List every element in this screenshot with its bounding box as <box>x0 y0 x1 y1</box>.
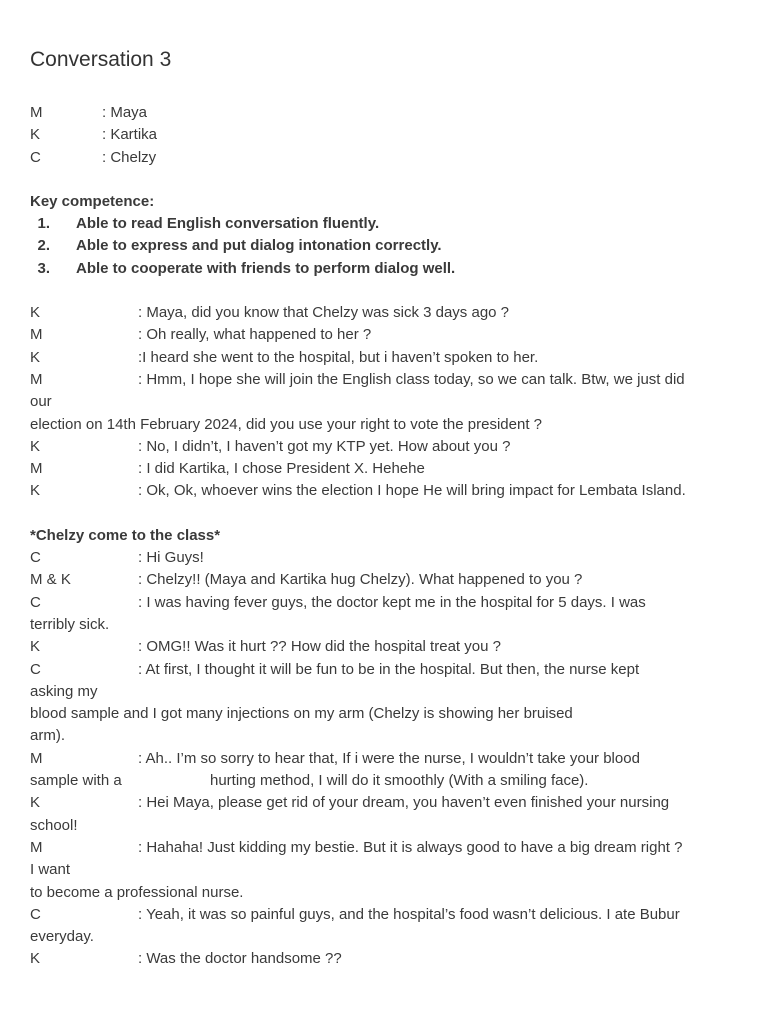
speaker: K <box>30 950 41 968</box>
dialog-line: K : Hei Maya, please get rid of your dream, you haven’t even finished your nursing <box>30 792 738 814</box>
speaker: M <box>30 326 43 344</box>
dialog-line: C : Yeah, it was so painful guys, and the hospital’s food wasn’t delicious. I ate Bubur <box>30 904 738 926</box>
dialog-wrap: I want <box>30 861 71 879</box>
dialog-part-1 <box>30 302 738 503</box>
dialog-line: K : Maya, did you know that Chelzy was sick 3 days ago ? <box>30 302 738 324</box>
key-competence-item: 3. Able to cooperate with friends to perform dialog well. <box>37 259 456 277</box>
page-title: Conversation 3 <box>30 48 172 71</box>
cast-name: : Chelzy <box>102 148 157 166</box>
cast-list <box>30 102 738 169</box>
dialog-indent: blood sample and I got many injections on my arm (Chelzy is showing her bruised <box>30 705 573 723</box>
speaker: K <box>30 348 41 366</box>
dialog-line: K : No, I didn’t, I haven’t got my KTP yet. How about you ? <box>30 436 738 458</box>
scene-direction: *Chelzy come to the class* <box>30 526 221 544</box>
speaker: M & K <box>30 571 71 589</box>
speaker: M <box>30 370 43 388</box>
dialog-line: M : Hmm, I hope she will join the English class today, so we can talk. Btw, we just did <box>30 369 738 391</box>
cast-code: M <box>30 104 43 121</box>
cast-name: : Kartika <box>102 126 158 144</box>
speaker: K <box>30 794 41 812</box>
cast-code: C <box>30 148 41 166</box>
speaker: M <box>30 749 43 767</box>
dialog-indent: election on 14th February 2024, did you use your right to vote the president ? <box>30 415 542 433</box>
speaker: C <box>30 905 41 923</box>
speaker: C <box>30 660 41 678</box>
dialog-line: K : Was the doctor handsome ?? <box>30 948 738 970</box>
dialog-line: M : Ah.. I’m so sorry to hear that, If i were the nurse, I wouldn’t take your blood <box>30 748 738 770</box>
dialog-wrap: arm). <box>30 727 65 745</box>
dialog-line: C : I was having fever guys, the doctor kept me in the hospital for 5 days. I was <box>30 592 738 614</box>
speaker: K <box>30 437 41 455</box>
key-competence-heading: Key competence: <box>30 192 155 210</box>
dialog-part-2 <box>30 547 738 971</box>
dialog-wrap: school! <box>30 816 78 834</box>
dialog-line: M : I did Kartika, I chose President X. Hehehe <box>30 458 738 480</box>
speaker: M <box>30 460 43 478</box>
dialog-wrap: sample with a hurting method, I will do it smoothly (With a smiling face). <box>30 772 589 790</box>
dialog-line: C : At first, I thought it will be fun to be in the hospital. But then, the nurse kept <box>30 659 738 681</box>
dialog-line: M & K : Chelzy!! (Maya and Kartika hug Chelzy). What happened to you ? <box>30 569 738 591</box>
key-competence-item: 1. Able to read English conversation fluently. <box>37 215 380 233</box>
speaker: K <box>30 638 41 656</box>
dialog-wrap: asking my <box>30 682 98 700</box>
cast-name: : Maya <box>102 104 148 121</box>
cast-code: K <box>30 126 41 144</box>
dialog-line: K :I heard she went to the hospital, but i haven’t spoken to her. <box>30 347 738 369</box>
dialog-line: M : Hahaha! Just kidding my bestie. But it is always good to have a big dream right ? <box>30 837 738 859</box>
dialog-indent: to become a professional nurse. <box>30 883 244 901</box>
dialog-line: K : Ok, Ok, whoever wins the election I hope He will bring impact for Lembata Island. <box>30 480 738 502</box>
speaker: C <box>30 593 41 611</box>
cast-item <box>30 124 738 146</box>
dialog-indent: everyday. <box>30 928 94 946</box>
dialog-line: M : Oh really, what happened to her ? <box>30 324 738 346</box>
dialog-line: K : OMG!! Was it hurt ?? How did the hospital treat you ? <box>30 636 738 658</box>
key-competence-list <box>30 213 738 280</box>
speaker: C <box>30 549 41 567</box>
cast-item <box>30 147 738 169</box>
speaker: M <box>30 838 43 856</box>
key-competence-item: 2. Able to express and put dialog intonation correctly. <box>37 237 442 255</box>
speaker: K <box>30 304 41 322</box>
dialog-line: C : Hi Guys! <box>30 547 738 569</box>
cast-item <box>30 102 738 124</box>
dialog-wrap: our <box>30 393 52 411</box>
speaker: K <box>30 482 41 500</box>
dialog-wrap: terribly sick. <box>30 615 110 633</box>
